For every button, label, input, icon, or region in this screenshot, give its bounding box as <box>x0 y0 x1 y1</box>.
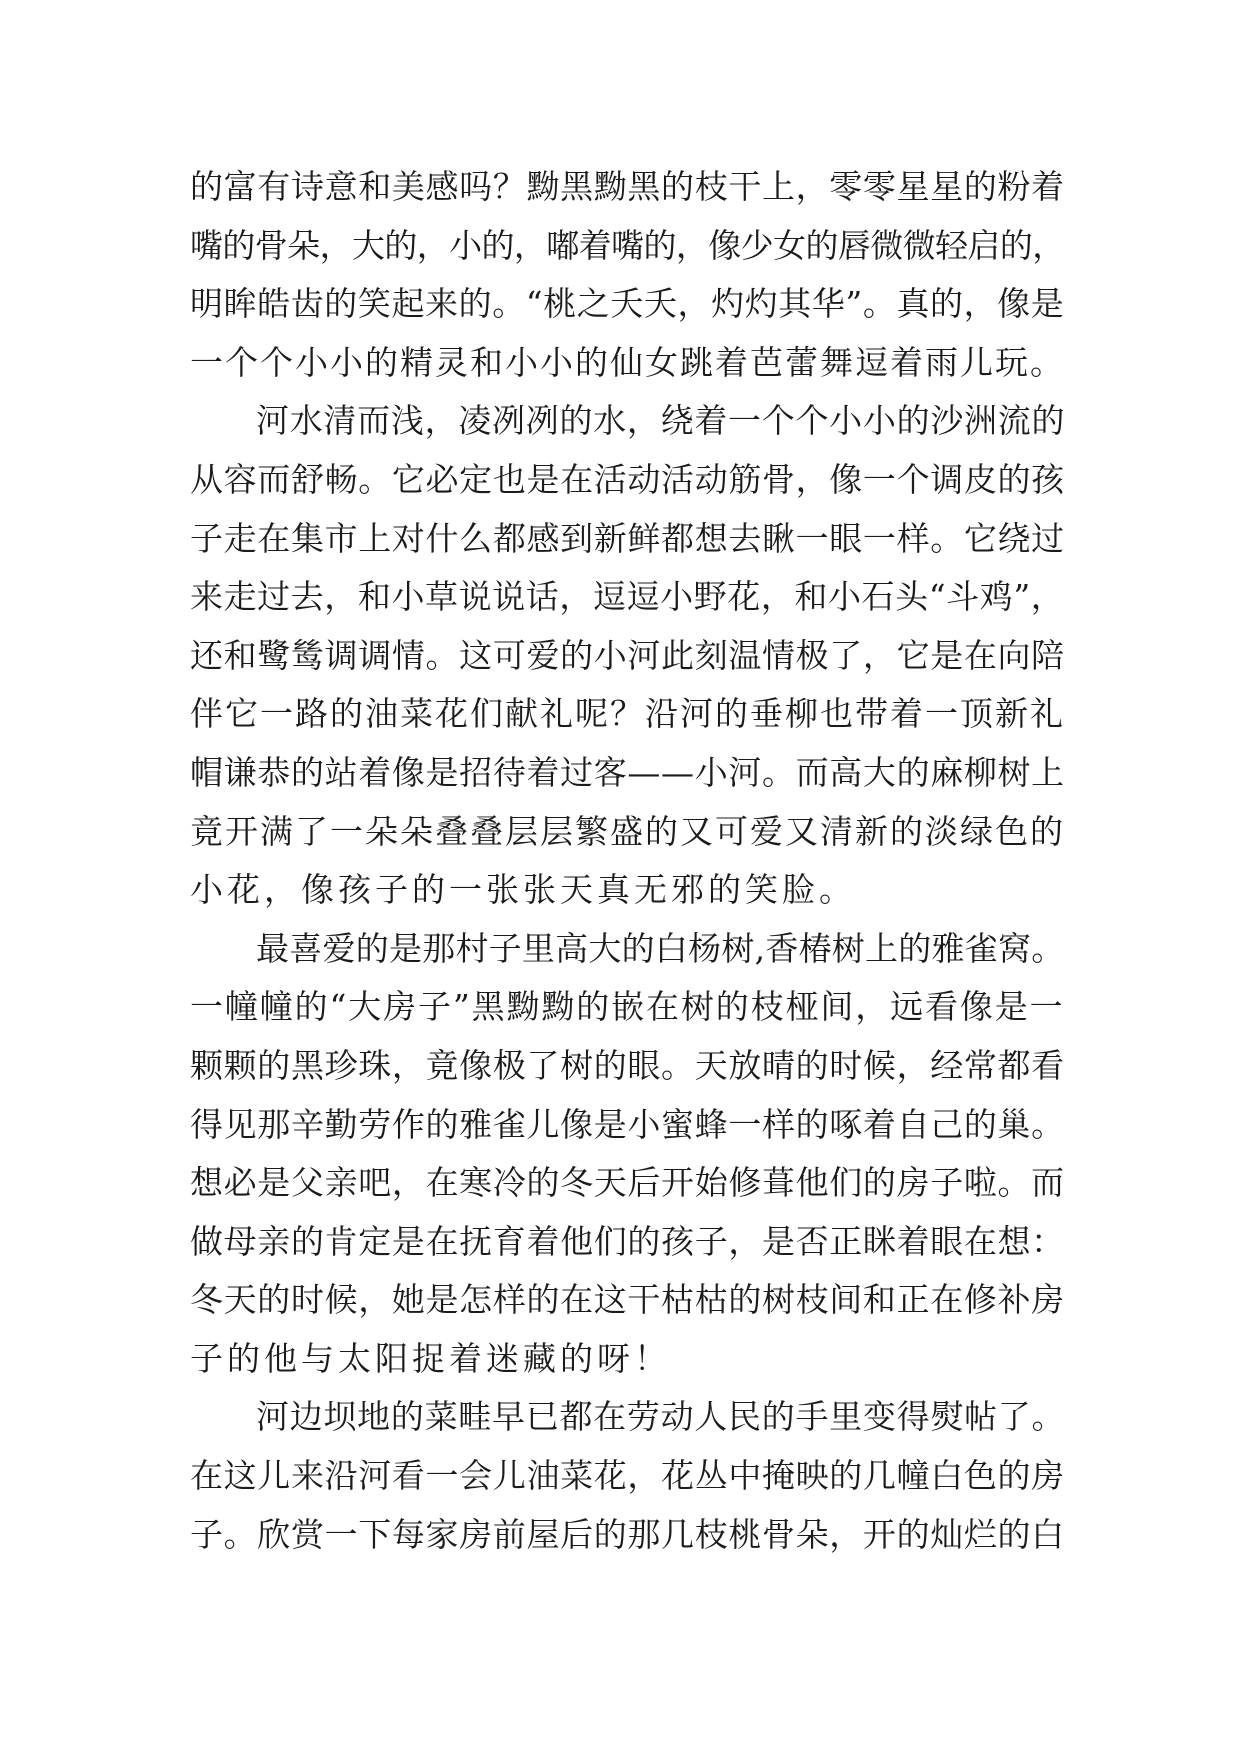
text-line: 子的他与太阳捉着迷藏的呀！ <box>190 1338 671 1378</box>
text-line: 颗颗的黑珍珠，竟像极了树的眼。天放晴的时候，经常都看 <box>190 1045 1065 1085</box>
text-line: 做母亲的肯定是在抚育着他们的孩子，是否正眯着眼在想： <box>190 1221 1065 1261</box>
text-line: 的富有诗意和美感吗？黝黑黝黑的枝干上，零零星星的粉着 <box>190 167 1065 206</box>
text-line: 帽谦恭的站着像是招待着过客——小河。而高大的麻柳树上 <box>190 752 1065 792</box>
text-line: 竟开满了一朵朵叠叠层层繁盛的又可爱又清新的淡绿色的 <box>190 811 1065 851</box>
text-line: 还和鹭鸶调调情。这可爱的小河此刻温情极了，它是在向陪 <box>190 635 1065 675</box>
text-line: 一幢幢的“大房子”黑黝黝的嵌在树的枝桠间，远看像是一 <box>190 987 1065 1027</box>
text-line: 子走在集市上对什么都感到新鲜都想去瞅一眼一样。它绕过 <box>190 518 1065 558</box>
text-line: 河边坝地的菜畦早已都在劳动人民的手里变得熨帖了。 <box>256 1397 1066 1437</box>
text-line: 子。欣赏一下每家房前屋后的那几枝桃骨朵，开的灿烂的白 <box>190 1514 1065 1554</box>
document-body-text <box>190 158 1070 1564</box>
text-line: 在这儿来沿河看一会儿油菜花，花丛中掩映的几幢白色的房 <box>190 1456 1065 1496</box>
text-line: 伴它一路的油菜花们献礼呢？沿河的垂柳也带着一顶新礼 <box>190 694 1065 734</box>
text-line: 河水清而浅，凌冽冽的水，绕着一个个小小的沙洲流的 <box>256 401 1066 441</box>
text-line: 得见那辛勤劳作的雅雀儿像是小蜜蜂一样的啄着自己的巢。 <box>190 1104 1065 1144</box>
text-line: 明眸皓齿的笑起来的。“桃之夭夭，灼灼其华”。真的，像是 <box>190 284 1065 324</box>
text-line: 想必是父亲吧，在寒冷的冬天后开始修葺他们的房子啦。而 <box>190 1163 1065 1203</box>
text-line: 来走过去，和小草说说话，逗逗小野花，和小石头“斗鸡”， <box>190 577 1065 617</box>
text-line: 小花，像孩子的一张张天真无邪的笑脸。 <box>190 870 856 910</box>
text-line: 嘴的骨朵，大的，小的，嘟着嘴的，像少女的唇微微轻启的， <box>190 225 1065 265</box>
text-line: 冬天的时候，她是怎样的在这干枯枯的树枝间和正在修补房 <box>190 1280 1065 1320</box>
text-line: 从容而舒畅。它必定也是在活动活动筋骨，像一个调皮的孩 <box>190 459 1065 499</box>
text-line: 一个个小小的精灵和小小的仙女跳着芭蕾舞逗着雨儿玩。 <box>190 342 1065 382</box>
text-line: 最喜爱的是那村子里高大的白杨树,香椿树上的雅雀窝。 <box>256 928 1065 968</box>
